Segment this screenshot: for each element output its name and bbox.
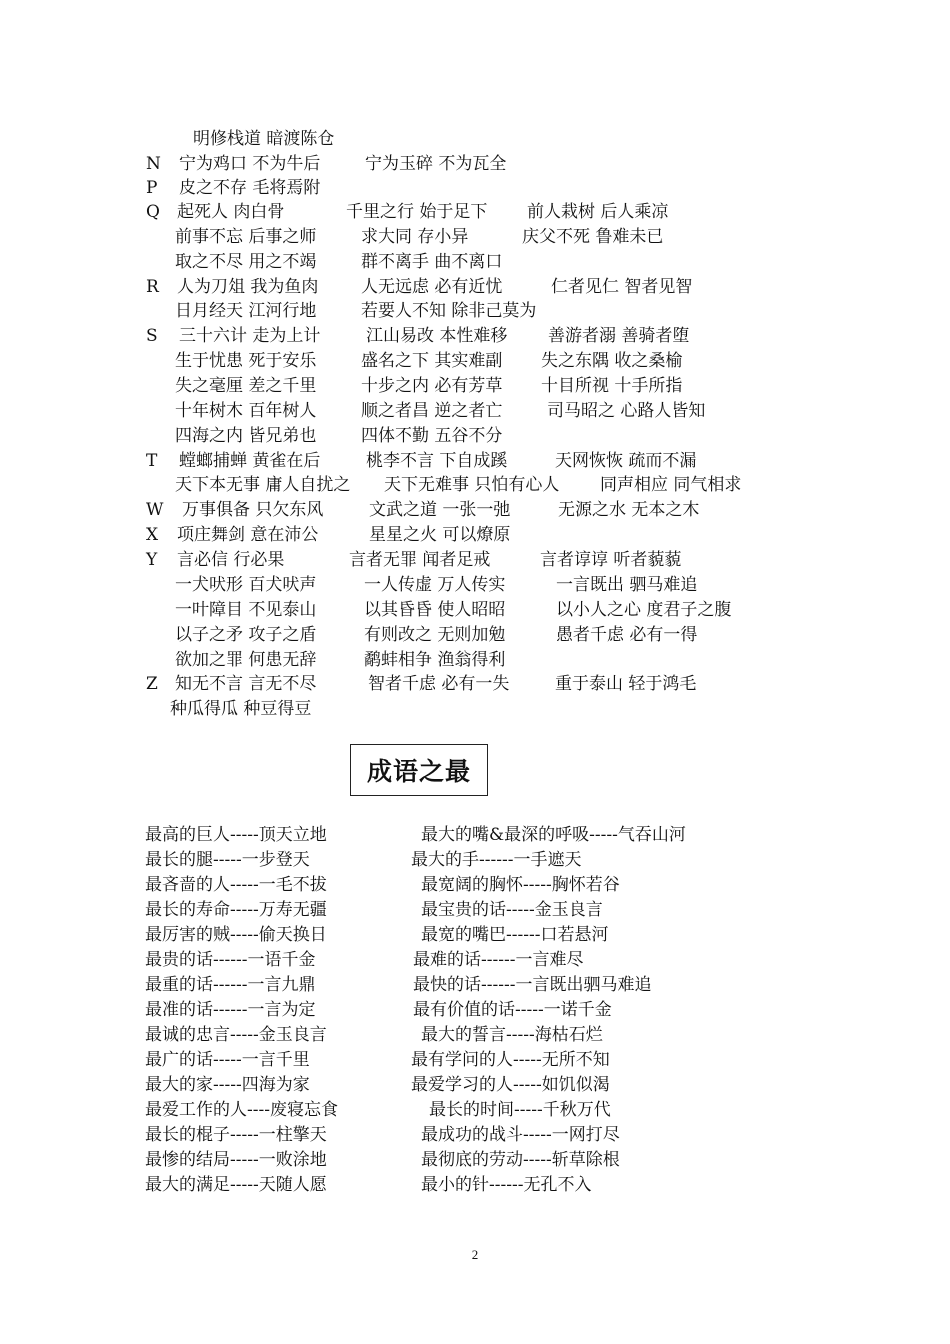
idiom-text: 言者谆谆 听者藐藐 <box>540 550 682 570</box>
idiom-text: 智者千虑 必有一失 <box>368 674 510 694</box>
idiom-text: 皮之不存 毛将焉附 <box>179 178 321 198</box>
idiom-text: 项庄舞剑 意在沛公 <box>177 525 319 545</box>
index-letter-y: Y <box>146 550 158 570</box>
idiom-text: 四体不勤 五谷不分 <box>361 426 503 446</box>
idiom-text: 重于泰山 轻于鸿毛 <box>555 674 697 694</box>
idiom-text: 十步之内 必有芳草 <box>361 376 503 396</box>
index-letter-x: X <box>146 525 159 545</box>
superlative-right: 最宽阔的胸怀-----胸怀若谷 <box>421 875 620 895</box>
idiom-text: 以其昏昏 使人昭昭 <box>364 600 506 620</box>
superlative-right: 最宝贵的话-----金玉良言 <box>421 900 603 920</box>
idiom-text: 万事俱备 只欠东风 <box>182 500 324 520</box>
idiom-text: 天下无难事 只怕有心人 <box>384 475 560 495</box>
superlative-left: 最诚的忠言-----金玉良言 <box>145 1025 327 1045</box>
idiom-text: 求大同 存小异 <box>361 227 469 247</box>
idiom-text: 人无远虑 必有近忧 <box>361 277 503 297</box>
superlative-right: 最有学问的人-----无所不知 <box>411 1050 610 1070</box>
idiom-text: 一人传虚 万人传实 <box>364 575 506 595</box>
idiom-text: 三十六计 走为上计 <box>179 326 321 346</box>
idiom-text: 言必信 行必果 <box>177 550 285 570</box>
idiom-text: 星星之火 可以燎原 <box>369 525 511 545</box>
idiom-text: 十年树木 百年树人 <box>175 401 317 421</box>
superlative-right: 最彻底的劳动-----斩草除根 <box>421 1150 620 1170</box>
superlative-left: 最大的家-----四海为家 <box>145 1075 310 1095</box>
index-letter-s: S <box>146 326 158 346</box>
idiom-text: 欲加之罪 何患无辞 <box>175 650 317 670</box>
superlative-right: 最快的话------一言既出驷马难追 <box>413 975 652 995</box>
idiom-text: 前事不忘 后事之师 <box>175 227 317 247</box>
index-letter-p: P <box>146 178 158 198</box>
idiom-text: 庆父不死 鲁难未已 <box>522 227 664 247</box>
idiom-text: 天网恢恢 疏而不漏 <box>555 451 697 471</box>
index-letter-n: N <box>146 154 161 174</box>
idiom-text: 宁为鸡口 不为牛后 <box>179 154 321 174</box>
idiom-text: 起死人 肉白骨 <box>177 202 285 222</box>
idiom-text: 人为刀俎 我为鱼肉 <box>177 277 319 297</box>
idiom-text: 失之东隅 收之桑榆 <box>541 351 683 371</box>
idiom-text: 四海之内 皆兄弟也 <box>175 426 317 446</box>
superlative-left: 最厉害的贼-----偷天换日 <box>145 925 327 945</box>
idiom-text: 日月经天 江河行地 <box>175 301 317 321</box>
superlative-right: 最爱学习的人-----如饥似渴 <box>411 1075 610 1095</box>
idiom-text: 生于忧患 死于安乐 <box>175 351 317 371</box>
idiom-text: 知无不言 言无不尽 <box>175 674 317 694</box>
section-title: 成语之最 <box>366 757 471 786</box>
superlative-right: 最长的时间-----千秋万代 <box>429 1100 611 1120</box>
superlative-right: 最难的话------一言难尽 <box>413 950 584 970</box>
idiom-text: 若要人不知 除非己莫为 <box>361 301 537 321</box>
idiom-text: 顺之者昌 逆之者亡 <box>361 401 503 421</box>
index-letter-w: W <box>146 500 164 520</box>
superlative-left: 最准的话------一言为定 <box>145 1000 316 1020</box>
superlative-left: 最吝啬的人-----一毛不拔 <box>145 875 327 895</box>
page-number: 2 <box>471 1247 479 1262</box>
idiom-text: 前人栽树 后人乘凉 <box>527 202 669 222</box>
idiom-text: 一叶障目 不见泰山 <box>175 600 317 620</box>
idiom-text: 善游者溺 善骑者堕 <box>548 326 690 346</box>
superlative-left: 最贵的话------一语千金 <box>145 950 316 970</box>
idiom-text: 鹬蚌相争 渔翁得利 <box>364 650 506 670</box>
idiom-text: 种瓜得瓜 种豆得豆 <box>170 699 312 719</box>
superlative-right: 最宽的嘴巴------口若悬河 <box>421 925 609 945</box>
idiom-text: 取之不尽 用之不竭 <box>175 252 317 272</box>
idiom-text: 有则改之 无则加勉 <box>364 625 506 645</box>
superlative-right: 最有价值的话-----一诺千金 <box>413 1000 612 1020</box>
index-letter-z: Z <box>146 674 158 694</box>
idiom-text: 言者无罪 闻者足戒 <box>349 550 491 570</box>
superlative-left: 最长的棍子-----一柱擎天 <box>145 1125 327 1145</box>
idiom-text: 桃李不言 下自成蹊 <box>366 451 508 471</box>
idiom-text: 江山易改 本性难移 <box>366 326 508 346</box>
idiom-text: 宁为玉碎 不为瓦全 <box>365 154 507 174</box>
idiom-text: 螳螂捕蝉 黄雀在后 <box>179 451 321 471</box>
superlative-left: 最广的话-----一言千里 <box>145 1050 310 1070</box>
superlative-right: 最大的嘴&最深的呼吸-----气吞山河 <box>421 825 686 845</box>
idiom-text: 文武之道 一张一弛 <box>369 500 511 520</box>
index-letter-t: T <box>146 451 158 471</box>
idiom-text: 千里之行 始于足下 <box>346 202 488 222</box>
idiom-text: 群不离手 曲不离口 <box>361 252 503 272</box>
idiom-text: 天下本无事 庸人自扰之 <box>175 475 351 495</box>
idiom-text: 盛名之下 其实难副 <box>361 351 503 371</box>
superlative-left: 最爱工作的人----废寝忘食 <box>145 1100 338 1120</box>
idiom-text: 明修栈道 暗渡陈仓 <box>193 129 335 149</box>
index-letter-q: Q <box>146 202 160 222</box>
idiom-text: 愚者千虑 必有一得 <box>556 625 698 645</box>
superlative-left: 最重的话------一言九鼎 <box>145 975 316 995</box>
idiom-text: 一犬吠形 百犬吠声 <box>175 575 317 595</box>
superlative-right: 最大的誓言-----海枯石烂 <box>421 1025 603 1045</box>
idiom-text: 仁者见仁 智者见智 <box>551 277 693 297</box>
superlative-left: 最高的巨人-----顶天立地 <box>145 825 327 845</box>
section-title-box <box>350 744 488 796</box>
idiom-text: 同声相应 同气相求 <box>600 475 742 495</box>
index-letter-r: R <box>146 277 159 297</box>
idiom-text: 以子之矛 攻子之盾 <box>175 625 317 645</box>
idiom-text: 司马昭之 心路人皆知 <box>547 401 706 421</box>
idiom-text: 以小人之心 度君子之腹 <box>556 600 732 620</box>
superlative-right: 最小的针------无孔不入 <box>421 1175 592 1195</box>
idiom-text: 十目所视 十手所指 <box>541 376 683 396</box>
idiom-text: 一言既出 驷马难追 <box>556 575 698 595</box>
superlative-left: 最长的寿命-----万寿无疆 <box>145 900 327 920</box>
idiom-text: 无源之水 无本之木 <box>558 500 700 520</box>
superlative-left: 最长的腿-----一步登天 <box>145 850 310 870</box>
idiom-text: 失之毫厘 差之千里 <box>175 376 317 396</box>
superlative-left: 最惨的结局-----一败涂地 <box>145 1150 327 1170</box>
superlative-right: 最成功的战斗-----一网打尽 <box>421 1125 620 1145</box>
superlative-left: 最大的满足-----天随人愿 <box>145 1175 327 1195</box>
superlative-right: 最大的手------一手遮天 <box>411 850 582 870</box>
